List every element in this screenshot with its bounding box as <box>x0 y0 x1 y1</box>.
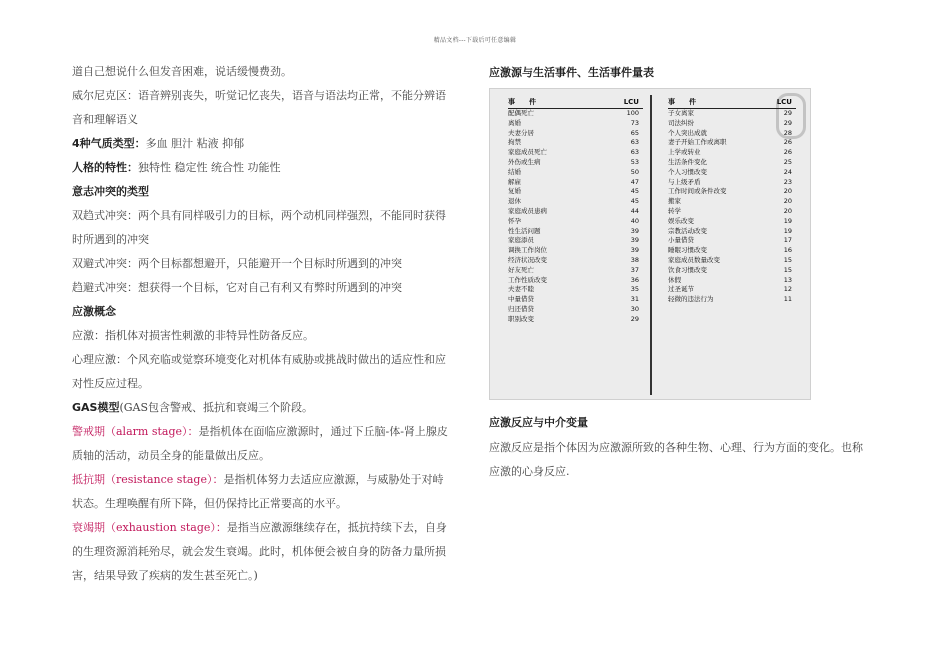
lcu-value: 39 <box>630 226 639 235</box>
lcu-value: 26 <box>783 148 792 157</box>
table-row <box>508 276 643 286</box>
lcu-value: 19 <box>783 216 792 225</box>
lcu-value: 53 <box>630 157 639 166</box>
text-line: 威尔尼克区：语音辨别丧失，听觉记忆丧失，语音与语法均正常，不能分辨语 <box>72 89 446 102</box>
event-name: 宗教活动改变 <box>668 226 707 235</box>
text-line: 道自己想说什么但发音困难，说话缓慢费劲。 <box>72 65 292 78</box>
gas-text: (GAS包含警戒、抵抗和衰竭三个阶段。 <box>119 401 314 414</box>
event-name: 怀孕 <box>508 216 521 225</box>
table-row <box>508 148 643 158</box>
event-name: 过圣诞节 <box>668 285 694 294</box>
table-title: 应激源与生活事件、生活事件量表 <box>489 66 654 79</box>
table-row <box>508 207 643 217</box>
text-line: 时所遇到的冲突 <box>72 233 149 246</box>
alarm-line <box>72 424 467 440</box>
exhaust-line <box>72 520 467 536</box>
event-name: 司法纠纷 <box>668 118 694 127</box>
event-name: 经济状况改变 <box>508 255 547 264</box>
event-name: 休假 <box>668 275 681 284</box>
table-row <box>668 276 796 286</box>
event-name: 职别改变 <box>508 314 534 323</box>
table-row <box>668 266 796 276</box>
lcu-value: 45 <box>630 187 639 196</box>
table-row <box>668 187 796 197</box>
event-name: 轻微的违法行为 <box>668 295 714 304</box>
table-row <box>668 158 796 168</box>
table-row <box>508 178 643 188</box>
table-row <box>508 305 643 315</box>
table-row <box>668 178 796 188</box>
table-row <box>668 138 796 148</box>
lcu-value: 20 <box>783 206 792 215</box>
alarm-label: 警戒期（alarm stage）： <box>72 425 199 438</box>
table-row <box>508 217 643 227</box>
event-name: 饮食习惯改变 <box>668 265 707 274</box>
resist-label: 抵抗期（resistance stage）： <box>72 473 224 486</box>
lcu-value: 25 <box>783 157 792 166</box>
lcu-value: 12 <box>783 285 792 294</box>
table-row <box>668 236 796 246</box>
text-line: 音和理解语义 <box>72 113 138 126</box>
table-divider <box>650 95 652 395</box>
temperament-line <box>72 136 467 152</box>
lcu-value: 50 <box>630 167 639 176</box>
lcu-value: 15 <box>783 265 792 274</box>
lcu-value: 16 <box>783 246 792 255</box>
table-row <box>508 168 643 178</box>
event-name: 工作性质改变 <box>508 275 547 284</box>
text-line: 状态。生理唤醒有所下降，但仍保持比正常要高的水平。 <box>72 497 347 510</box>
text-line: 的生理资源消耗殆尽，就会发生衰竭。此时，机体便会被自身的防备力量所损 <box>72 545 446 558</box>
table-row <box>668 295 796 305</box>
col-lcu-header: LCU <box>764 97 796 109</box>
col-event-header: 事 件 <box>508 97 598 109</box>
lcu-value: 29 <box>630 314 639 323</box>
temperament-label: 4种气质类型： <box>72 137 146 150</box>
personality-label: 人格的特性： <box>72 161 138 174</box>
text-line: 害，结果导致了疾病的发生甚至死亡。) <box>72 569 258 582</box>
table-row <box>508 197 643 207</box>
event-name: 复婚 <box>508 187 521 196</box>
gas-line <box>72 400 467 416</box>
table-row <box>668 227 796 237</box>
lcu-value: 20 <box>783 187 792 196</box>
table-row <box>508 256 643 266</box>
text-line: 双趋式冲突：两个具有同样吸引力的目标，两个动机同样强烈，不能同时获得 <box>72 209 446 222</box>
lcu-value: 31 <box>630 295 639 304</box>
stress-title: 应激概念 <box>72 305 116 318</box>
lcu-value: 15 <box>783 255 792 264</box>
table-row <box>668 207 796 217</box>
table-row <box>668 119 796 129</box>
resist-line <box>72 472 467 488</box>
event-name: 离婚 <box>508 118 521 127</box>
table-row <box>508 246 643 256</box>
event-name: 配偶死亡 <box>508 109 534 117</box>
event-name: 娱乐改变 <box>668 216 694 225</box>
lcu-value: 39 <box>630 246 639 255</box>
conflict-title: 意志冲突的类型 <box>72 185 149 198</box>
response-section <box>489 414 884 484</box>
lcu-value: 36 <box>630 275 639 284</box>
table-row <box>668 256 796 266</box>
event-name: 转学 <box>668 206 681 215</box>
personality-text: 独特性 稳定性 统合性 功能性 <box>138 161 281 174</box>
response-text: 应激反应是指个体因为应激源所致的各种生物、心理、行为方面的变化。也称 <box>489 441 863 454</box>
event-name: 中量借贷 <box>508 295 534 304</box>
table-row <box>508 138 643 148</box>
text-line: 质轴的活动，动员全身的能量做出反应。 <box>72 449 270 462</box>
text-line: 双避式冲突：两个目标都想避开，只能避开一个目标时所遇到的冲突 <box>72 257 402 270</box>
event-name: 好友死亡 <box>508 265 534 274</box>
event-name: 家庭成员患病 <box>508 206 547 215</box>
table-row <box>668 129 796 139</box>
right-column <box>489 64 884 82</box>
event-name: 外伤或生病 <box>508 157 541 166</box>
alarm-text: 是指机体在面临应激源时，通过下丘脑-体-肾上腺皮 <box>198 425 448 438</box>
lcu-value: 24 <box>783 167 792 176</box>
event-name: 调换工作岗位 <box>508 246 547 255</box>
lcu-value: 28 <box>783 128 792 137</box>
table-row <box>668 148 796 158</box>
table-row <box>668 285 796 295</box>
lcu-value: 23 <box>783 177 792 186</box>
table-row <box>508 236 643 246</box>
temperament-text: 多血 胆汁 粘液 抑郁 <box>145 137 245 150</box>
lcu-value: 37 <box>630 265 639 274</box>
event-name: 个人突出成就 <box>668 128 707 137</box>
response-title: 应激反应与中介变量 <box>489 416 588 429</box>
table-row <box>508 187 643 197</box>
exhaust-label: 衰竭期（exhaustion stage）： <box>72 521 227 534</box>
event-name: 工作时间或条件改变 <box>668 187 727 196</box>
col-event-header: 事 件 <box>668 97 764 109</box>
table-row <box>668 217 796 227</box>
left-column <box>72 64 467 584</box>
life-events-table-right <box>668 97 796 305</box>
event-name: 搬家 <box>668 197 681 206</box>
table-row <box>508 227 643 237</box>
lcu-value: 29 <box>783 118 792 127</box>
table-row <box>508 109 643 119</box>
resist-text: 是指机体努力去适应应激源，与威胁处于对峙 <box>223 473 444 486</box>
event-name: 家庭成员数量改变 <box>668 255 720 264</box>
event-name: 子女离家 <box>668 109 694 117</box>
lcu-value: 63 <box>630 148 639 157</box>
lcu-value: 63 <box>630 138 639 147</box>
event-name: 夫妻分居 <box>508 128 534 137</box>
event-name: 与上级矛盾 <box>668 177 701 186</box>
table-row <box>668 109 796 119</box>
event-name: 家庭成员死亡 <box>508 148 547 157</box>
lcu-value: 100 <box>626 109 639 117</box>
lcu-value: 13 <box>783 275 792 284</box>
text-line: 应激：指机体对损害性刺激的非特异性防备反应。 <box>72 329 314 342</box>
col-lcu-header: LCU <box>598 97 643 109</box>
lcu-value: 17 <box>783 236 792 245</box>
lcu-value: 39 <box>630 236 639 245</box>
event-name: 夫妻不睦 <box>508 285 534 294</box>
lcu-value: 73 <box>630 118 639 127</box>
table-row <box>508 129 643 139</box>
lcu-value: 35 <box>630 285 639 294</box>
lcu-value: 20 <box>783 197 792 206</box>
text-line: 心理应激：个风充临或觉察环境变化对机体有威胁或挑战时做出的适应性和应 <box>72 353 446 366</box>
event-name: 退休 <box>508 197 521 206</box>
text-line: 趋避式冲突：想获得一个目标，它对自己有利又有弊时所遇到的冲突 <box>72 281 402 294</box>
response-text: 应激的心身反应. <box>489 465 570 478</box>
event-name: 妻子开始工作或离职 <box>668 138 727 147</box>
event-name: 个人习惯改变 <box>668 167 707 176</box>
lcu-value: 11 <box>783 295 792 304</box>
personality-line <box>72 160 467 176</box>
table-row <box>508 295 643 305</box>
gas-label: GAS模型 <box>72 401 120 414</box>
lcu-value: 30 <box>630 304 639 313</box>
event-name: 解雇 <box>508 177 521 186</box>
lcu-value: 44 <box>630 206 639 215</box>
text-line: 对性反应过程。 <box>72 377 149 390</box>
event-name: 拘禁 <box>508 138 521 147</box>
event-name: 家庭添员 <box>508 236 534 245</box>
life-events-table-left <box>508 97 643 325</box>
lcu-value: 45 <box>630 197 639 206</box>
table-row <box>668 197 796 207</box>
lcu-value: 26 <box>783 138 792 147</box>
life-events-scan <box>489 88 811 400</box>
page-header: 精品文档---下载后可任意编辑 <box>433 37 517 44</box>
exhaust-text: 是指当应激源继续存在，抵抗持续下去，自身 <box>226 521 447 534</box>
event-name: 小量借贷 <box>668 236 694 245</box>
event-name: 结婚 <box>508 167 521 176</box>
table-row <box>668 168 796 178</box>
lcu-value: 38 <box>630 255 639 264</box>
table-row <box>508 266 643 276</box>
event-name: 归还借贷 <box>508 304 534 313</box>
lcu-value: 40 <box>630 216 639 225</box>
table-row <box>508 158 643 168</box>
lcu-value: 65 <box>630 128 639 137</box>
lcu-value: 47 <box>630 177 639 186</box>
event-name: 睡眠习惯改变 <box>668 246 707 255</box>
event-name: 性生活问题 <box>508 226 541 235</box>
lcu-value: 19 <box>783 226 792 235</box>
table-row <box>508 315 643 325</box>
table-row <box>508 119 643 129</box>
event-name: 上学或转业 <box>668 148 701 157</box>
event-name: 生活条件变化 <box>668 157 707 166</box>
lcu-value: 29 <box>783 109 792 117</box>
table-row <box>668 246 796 256</box>
table-row <box>508 285 643 295</box>
